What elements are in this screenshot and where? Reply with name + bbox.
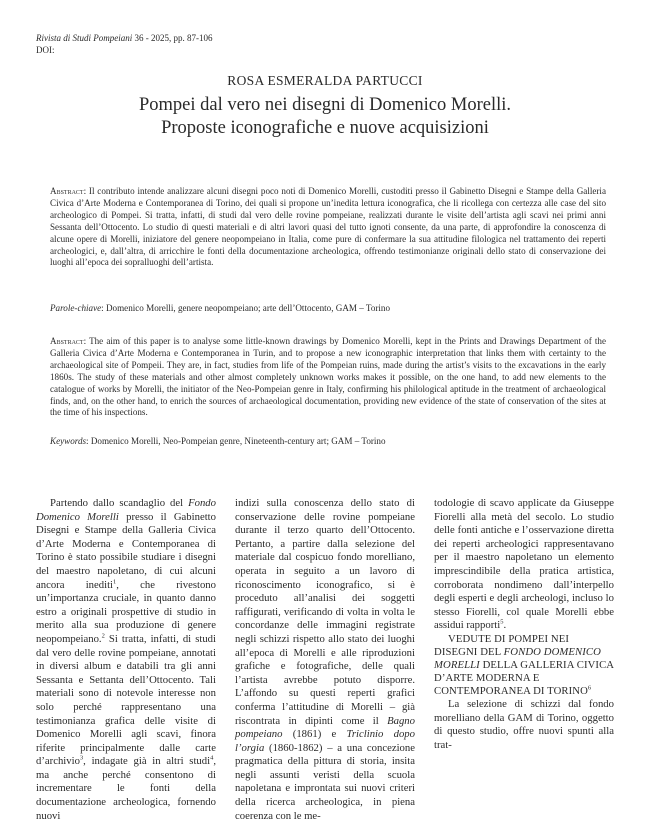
keywords-text: : Domenico Morelli, genere neopompeiano; arte dell’Ottocento, GAM – Torino bbox=[101, 303, 391, 313]
paragraph: indizi sulla conoscenza dello stato di conservazione delle rovine pompeiane durante il terzo quarto dell’Ottocento. Pertanto, a partire dalla selezione del materiale dal cospicuo fondo morelliano, operata in seguito a un lavoro di riconoscimento iconografico, si è proceduto all’analisi dei soggetti raffigurati, verificando di volta in volta le concordanze delle immagini registrate negli schizzi rispetto allo stato dei luoghi all’epoca di Morelli e alle riproduzioni grafiche e fotografiche, delle quali l’artista avrebbe potuto disporre. L’affondo su questi reperti grafici conferma l’attitudine di Morelli – già riscontrata in dipinti come il Bagno pompeiano (1861) e Triclinio dopo l’orgia (1860-1862) – a una concezione pragmatica della pittura di storia, insita negli assunti veristi della scuola napoletana e improntata sui nuovi criteri della ricerca archeologica, in piena coerenza con le me- bbox=[235, 497, 415, 822]
title-line-2: Proposte iconografiche e nuove acquisizioni bbox=[161, 118, 489, 138]
footnote-ref[interactable]: 1 bbox=[113, 578, 117, 585]
title-line-1: Pompei dal vero nei disegni di Domenico Morelli. bbox=[139, 95, 511, 115]
abstract-english bbox=[50, 336, 606, 419]
doi-label: DOI: bbox=[36, 45, 55, 55]
keywords-label: Parole-chiave bbox=[50, 303, 102, 313]
abstract-text: : Il contributo intende analizzare alcuni disegni poco noti di Domenico Morelli, custoditi presso il Gabinetto Disegni e Stampe della Galleria Civica d’Arte Moderna e Contemporanea di Torino, dei quali si propone un’inedita lettura iconografica, che li ricollega con certezza alle case del sito archeologico di Pompei. Si tratta, infatti, di studi dal vero delle rovine pompeiane, realizzati durante le visite dell’artista agli scavi nei primi anni Sessanta dell’Ottocento. Lo studio di questi materiali e di altri lavori quasi del tutto ignoti consente, da una parte, di approfondire la conoscenza di alcune opere di Morelli, iniziatore del genere neopompeiano in Italia, come pure di confermare la sua attitudine filologica nel trattamento dei reperti archeologici, e, dall’altra, di arricchire le fonti della documentazione archeologica, offrendo testimonianze originali dello stato di conservazione dei luoghi all’epoca dei sopralluoghi dell’artista. bbox=[50, 186, 606, 268]
footnote-ref[interactable]: 5 bbox=[500, 618, 504, 626]
journal-name: Rivista di Studi Pompeiani bbox=[36, 33, 133, 43]
footnote-ref[interactable]: 4 bbox=[210, 754, 214, 762]
keywords-english bbox=[50, 436, 606, 448]
keywords-text: : Domenico Morelli, Neo-Pompeian genre, Nineteenth-century art; GAM – Torino bbox=[86, 436, 386, 446]
paragraph: todologie di scavo applicate da Giuseppe Fiorelli alla metà del secolo. Lo studio delle fonti antiche e l’osservazione diretta dei reperti archeologici rappresentavano per il maestro napoletano un elemento imprescindibile della pratica artistica, corroborata nondimeno dall’interpello degli esperti e degli archeologi, incluso lo stesso Fiorelli, col quale Morelli ebbe assidui rapporti$^5$. bbox=[434, 497, 614, 632]
paragraph: La selezione di schizzi dal fondo morelliano della GAM di Torino, oggetto di questo studio, offre nuovi spunti alla trat- bbox=[434, 697, 614, 751]
section-heading: VEDUTE DI POMPEI NEI DISEGNI DEL FONDO DOMENICO MORELLI DELLA GALLERIA CIVICA D’ARTE MODERNA E CONTEMPORANEA DI TORINO$^6$ bbox=[434, 632, 614, 697]
column-3 bbox=[434, 497, 614, 815]
footnote-ref[interactable]: 6 bbox=[587, 684, 592, 692]
author-name: ROSA ESMERALDA PARTUCCI bbox=[227, 73, 423, 88]
abstract-italian bbox=[50, 186, 606, 269]
abstract-label: Abstract bbox=[50, 336, 84, 346]
article-title bbox=[0, 94, 650, 140]
footnote-ref[interactable]: 3 bbox=[79, 754, 84, 762]
column-2 bbox=[235, 497, 415, 822]
body-columns bbox=[36, 497, 614, 822]
paragraph: Partendo dallo scandaglio del Fondo Domenico Morelli presso il Gabinetto Disegni e Stampe della Galleria Civica d’Arte Moderna e Contemporanea di Torino è stato possibile studiare i disegni del maestro napoletano, di cui alcuni ancora inediti$^1$, che rivestono un’importanza cruciale, in quanto danno estro a originali prospettive di studio in merito alla sua produzione di genere neopompeiano.$^2$ Si tratta, infatti, di studi dal vero delle rovine pompeiane, annotati in diversi album e databili tra gli anni Sessanta e Settanta dell’Ottocento. Tali materiali sono di notevole interesse non solo perché rappresentano una testimonianza grafica delle visite di Domenico Morelli agli scavi, finora riferite principalmente dalle carte d’archivio$^3$, indagate già in altri studi$^4$, ma anche perché consentono di incrementare le fonti della documentazione archeologica, fornendo nuovi bbox=[36, 497, 216, 822]
keywords-label: Keywords bbox=[50, 436, 87, 446]
keywords-italian bbox=[50, 303, 606, 315]
column-1 bbox=[36, 497, 216, 822]
citation: 36 - 2025, pp. 87-106 bbox=[132, 33, 213, 43]
abstract-text: : The aim of this paper is to analyse some little-known drawings by Domenico Morelli, kept in the Prints and Drawings Department of the Galleria Civica d’Arte Moderna e Contemporanea in Turin, and to propose a new iconographic interpretation that links them with certainty to the archaeological site of Pompeii. They are, in fact, studies from life of the Pompeian ruins, made during the artist’s visits to the excavations in the early 1860s. The study of these materials and other almost completely unknown works makes it possible, on the one hand, to add new elements to the catalogue of works by Morelli, the initiator of the Neo-Pompeian genre in Italy, confirming his philological aptitude in the treatment of archaeological finds, and, on the other hand, to enrich the sources of archaeological documentation, providing new evidence of the state of conservation of the sites at the time of his inspections. bbox=[50, 336, 606, 418]
footnote-ref[interactable]: 2 bbox=[101, 632, 105, 640]
abstract-label: Abstract bbox=[50, 186, 84, 196]
running-header bbox=[36, 32, 213, 56]
